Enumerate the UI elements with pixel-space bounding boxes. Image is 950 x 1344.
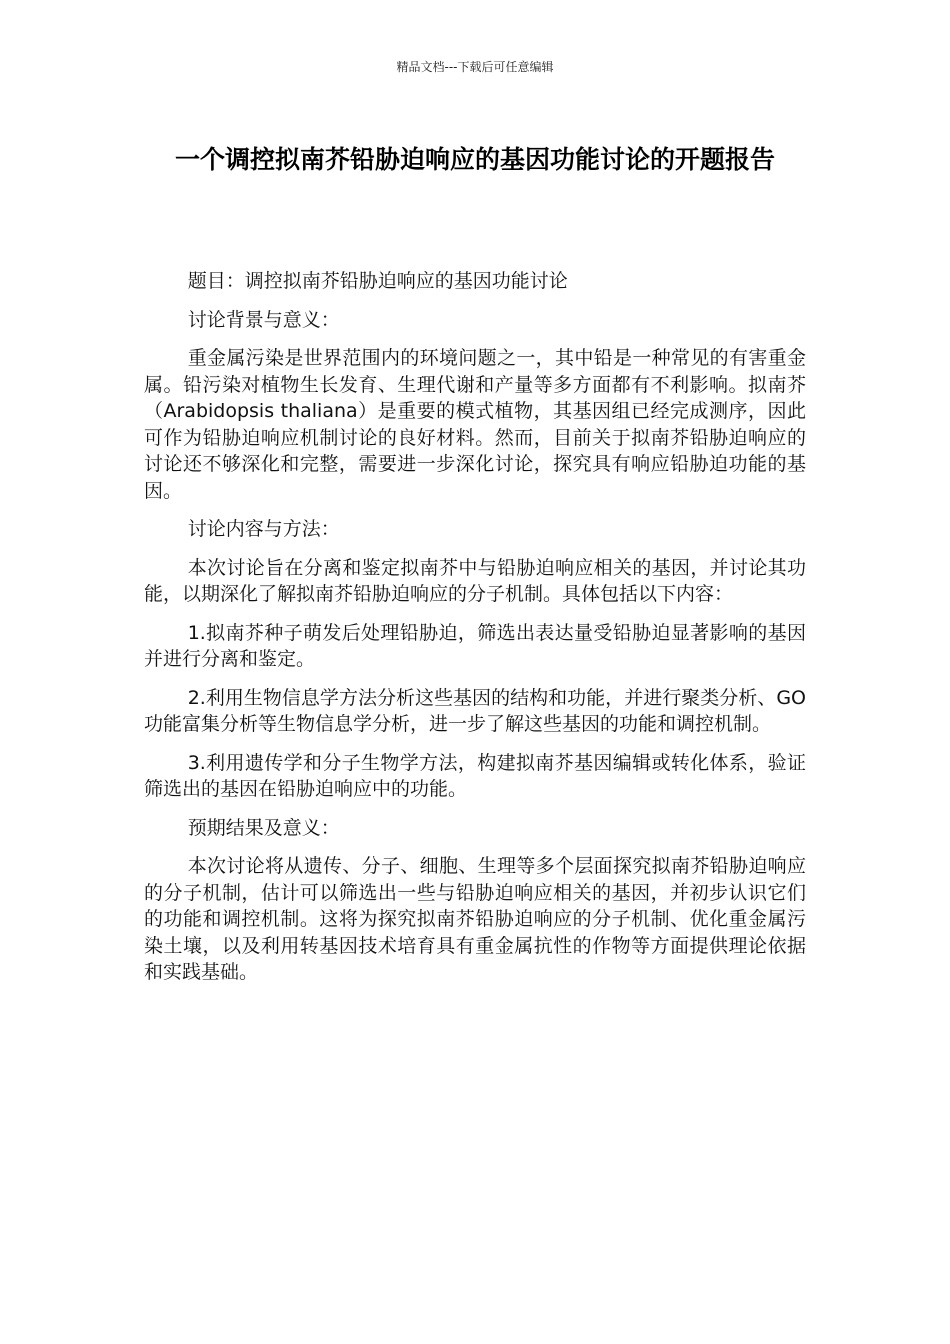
list-item-1: 1.拟南芥种子萌发后处理铅胁迫，筛选出表达量受铅胁迫显著影响的基因并进行分离和鉴定。 (144, 621, 806, 670)
heading-expected-results: 预期结果及意义： (187, 816, 340, 839)
document-title: 一个调控拟南芥铅胁迫响应的基因功能讨论的开题报告 (174, 145, 775, 174)
list-item-2: 2.利用生物信息学方法分析这些基因的结构和功能，并进行聚类分析、GO 功能富集分析等生物信息学分析，进一步了解这些基因的功能和调控机制。 (144, 686, 806, 735)
list-item-3: 3.利用遗传学和分子生物学方法，构建拟南芥基因编辑或转化体系，验证筛选出的基因在铅胁迫响应中的功能。 (144, 751, 806, 800)
paragraph-content-intro: 本次讨论旨在分离和鉴定拟南芥中与铅胁迫响应相关的基因，并讨论其功能，以期深化了解拟南芥铅胁迫响应的分子机制。具体包括以下内容： (144, 556, 806, 605)
heading-content-methods: 讨论内容与方法： (187, 518, 340, 540)
paragraph-topic: 题目：调控拟南芥铅胁迫响应的基因功能讨论 (187, 270, 568, 292)
document-body (144, 268, 806, 998)
paragraph-expected-results: 本次讨论将从遗传、分子、细胞、生理等多个层面探究拟南芥铅胁迫响应的分子机制，估计可以筛选出一些与铅胁迫响应相关的基因，并初步认识它们的功能和调控机制。这将为探究拟南芥铅胁迫响应的分子机制、优化重金属污染土壤，以及利用转基因技术培育具有重金属抗性的作物等方面提供理论依据和实践基础。 (144, 855, 806, 983)
header-note: 精品文档---下载后可任意编辑 (396, 60, 554, 74)
heading-background: 讨论背景与意义： (187, 308, 340, 331)
paragraph-background: 重金属污染是世界范围内的环境问题之一，其中铅是一种常见的有害重金属。铅污染对植物生长发育、生理代谢和产量等多方面都有不利影响。拟南芥（Arabidopsis thaliana）是重要的模式植物，其基因组已经完成测序，因此可作为铅胁迫响应机制讨论的良好材料。然而，目前关于拟南芥铅胁迫响应的讨论还不够深化和完整，需要进一步深化讨论，探究具有响应铅胁迫功能的基因。 (144, 347, 806, 502)
